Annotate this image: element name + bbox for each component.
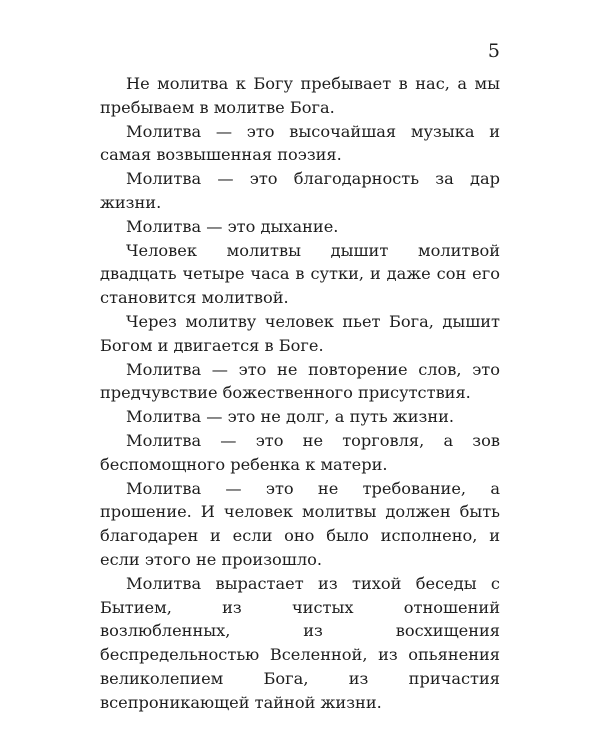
paragraph: Молитва — это дыхание. bbox=[126, 216, 339, 236]
paragraph: Не молитва к Богу пребывает в нас, а мы пребываем в молитве Бога. bbox=[100, 74, 500, 117]
paragraph: Молитва — это не торговля, а зов беспомощного ребенка к матери. bbox=[100, 430, 500, 474]
paragraph: Молитва — это не требование, а прошение. И человек молитвы должен быть благодарен и если оно было исполнено, и если этого не произошло. bbox=[100, 478, 500, 569]
paragraph: Молитва вырастает из тихой беседы с Бытием, из чистых отношений возлюбленных, из восхищения беспредельностью Вселенной, из опьянения великолепием Бога, из причастия всепроникающей тайной жизни. bbox=[100, 573, 500, 712]
page-number: 5 bbox=[487, 40, 500, 62]
paragraph: Молитва — это благодарность за дар жизни. bbox=[100, 169, 500, 212]
paragraph: Молитва — это высочайшая музыка и самая возвышенная поэзия. bbox=[100, 121, 500, 165]
paragraph: Человек молитвы дышит молитвой двадцать четыре часа в сутки, и даже сон его становится молитвой. bbox=[100, 240, 500, 308]
paragraph: Через молитву человек пьет Бога, дышит Богом и двигается в Боге. bbox=[100, 311, 500, 355]
paragraph: Молитва — это не долг, а путь жизни. bbox=[126, 407, 455, 427]
text-body bbox=[100, 72, 500, 715]
paragraph: Молитва — это не повторение слов, это предчувствие божественного присутствия. bbox=[100, 359, 500, 403]
